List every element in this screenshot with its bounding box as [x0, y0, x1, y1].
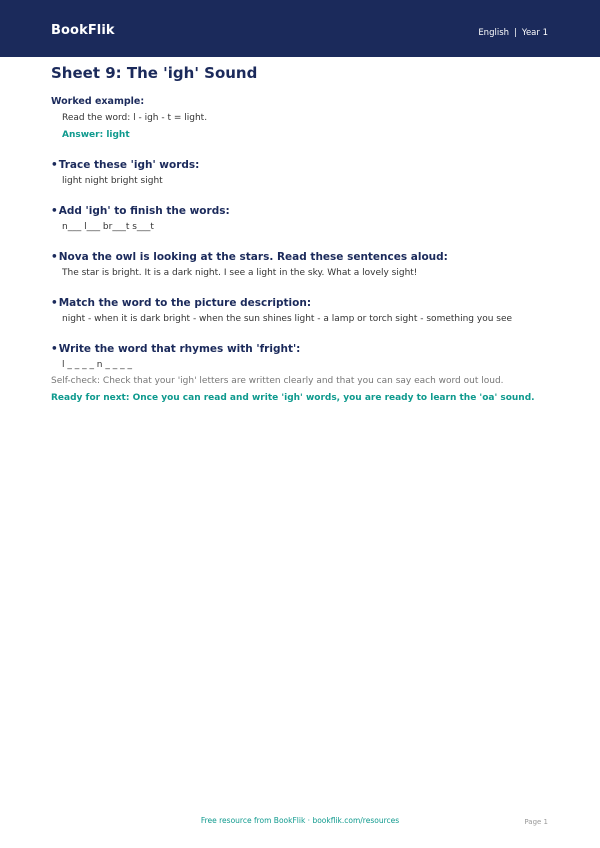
task-heading: Nova the owl is looking at the stars. Read these sentences aloud: [58, 251, 448, 263]
worked-example-answer: Answer: light [62, 130, 130, 140]
worked-example-label: Worked example: [51, 96, 145, 107]
task-body: The star is bright. It is a dark night. I see a light in the sky. What a lovely sight! [62, 268, 418, 278]
bullet-icon: • [51, 251, 58, 263]
task-body: n___ l___ br___t s___t [62, 222, 154, 232]
subject-label: English [478, 28, 510, 38]
worked-example-text: Read the word: l - igh - t = light. [62, 113, 208, 123]
task-rhyme [51, 342, 551, 371]
ready-next-note: Ready for next: Once you can read and write 'igh' words, you are ready to learn the 'oa' sound. [51, 393, 535, 403]
meta-separator: | [514, 28, 517, 38]
bullet-icon: • [51, 343, 58, 355]
bullet-icon: • [51, 205, 58, 217]
task-heading: Trace these 'igh' words: [58, 159, 200, 171]
bullet-icon: • [51, 159, 58, 171]
task-heading: Match the word to the picture description: [58, 297, 312, 309]
footer-link[interactable]: Free resource from BookFlik · bookflik.com/resources [200, 816, 400, 825]
header-meta [478, 28, 548, 38]
self-check-note: Self-check: Check that your 'igh' letters are written clearly and that you can say each word out loud. [51, 376, 504, 386]
task-read-aloud [51, 250, 551, 279]
task-body: l _ _ _ _ n _ _ _ _ [62, 360, 132, 370]
year-label: Year 1 [521, 28, 548, 38]
worksheet-content [51, 95, 551, 404]
task-match [51, 296, 551, 325]
task-heading: Write the word that rhymes with 'fright': [58, 343, 301, 355]
page-title: Sheet 9: The 'igh' Sound [51, 64, 258, 82]
task-trace [51, 158, 551, 187]
task-body: light night bright sight [62, 176, 163, 186]
page-number: Page 1 [524, 818, 548, 826]
bullet-icon: • [51, 297, 58, 309]
brand-logo: BookFlik [51, 23, 115, 38]
task-add-igh [51, 204, 551, 233]
task-heading: Add 'igh' to finish the words: [58, 205, 230, 217]
worked-example [51, 95, 551, 141]
header-bar [0, 0, 600, 57]
task-body: night - when it is dark bright - when the sun shines light - a lamp or torch sight - something you see [62, 314, 513, 324]
